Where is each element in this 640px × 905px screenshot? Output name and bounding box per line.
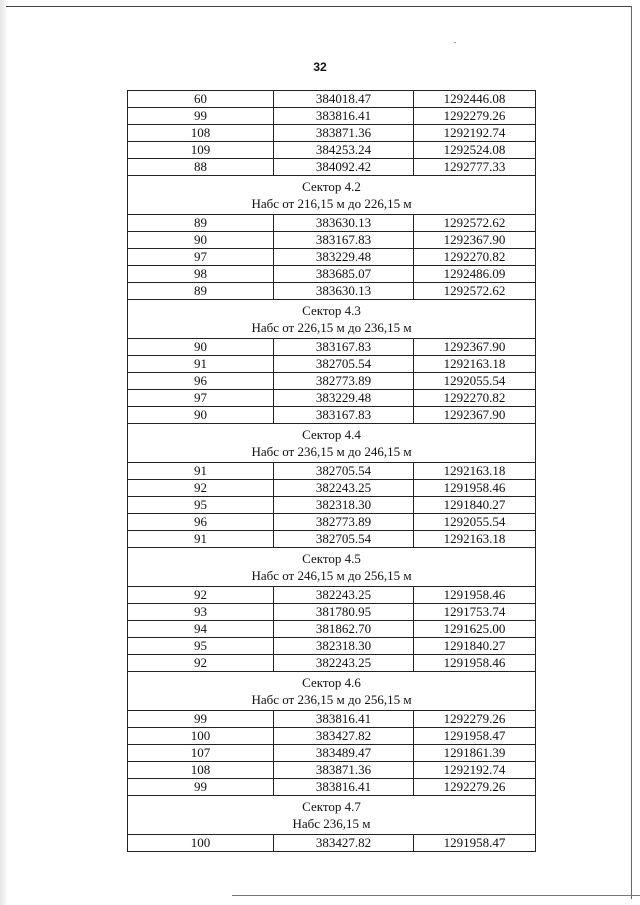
y-coordinate-cell: 1291958.47: [414, 728, 536, 745]
coordinates-table: [127, 90, 536, 852]
table-row: [128, 514, 536, 531]
x-coordinate-cell: 383489.47: [274, 745, 414, 762]
y-coordinate-cell: 1292055.54: [414, 373, 536, 390]
table-row: [128, 283, 536, 300]
y-coordinate-cell: 1292270.82: [414, 390, 536, 407]
x-coordinate-cell: 383427.82: [274, 728, 414, 745]
table-row: [128, 125, 536, 142]
table-row: [128, 711, 536, 728]
table-row: [128, 762, 536, 779]
table-row: [128, 463, 536, 480]
y-coordinate-cell: 1292055.54: [414, 514, 536, 531]
point-number-cell: 92: [128, 655, 274, 672]
point-number-cell: 60: [128, 91, 274, 108]
y-coordinate-cell: 1291753.74: [414, 604, 536, 621]
table-row: [128, 779, 536, 796]
point-number-cell: 95: [128, 638, 274, 655]
table-row: [128, 587, 536, 604]
y-coordinate-cell: 1291840.27: [414, 497, 536, 514]
x-coordinate-cell: 382243.25: [274, 480, 414, 497]
point-number-cell: 100: [128, 728, 274, 745]
y-coordinate-cell: 1291958.46: [414, 655, 536, 672]
x-coordinate-cell: 382705.54: [274, 463, 414, 480]
sector-header-cell: [128, 176, 536, 215]
sector-title: Сектор 4.5: [302, 551, 361, 566]
sector-header-cell: [128, 672, 536, 711]
x-coordinate-cell: 383685.07: [274, 266, 414, 283]
sector-header-cell: [128, 424, 536, 463]
coordinates-table-body: [128, 91, 536, 852]
x-coordinate-cell: 383871.36: [274, 125, 414, 142]
y-coordinate-cell: 1292367.90: [414, 339, 536, 356]
point-number-cell: 90: [128, 339, 274, 356]
x-coordinate-cell: 381780.95: [274, 604, 414, 621]
y-coordinate-cell: 1291625.00: [414, 621, 536, 638]
x-coordinate-cell: 382243.25: [274, 587, 414, 604]
y-coordinate-cell: 1291958.47: [414, 835, 536, 852]
table-row: [128, 339, 536, 356]
point-number-cell: 108: [128, 762, 274, 779]
sector-elevation-range: Набс от 226,15 м до 236,15 м: [251, 320, 412, 335]
point-number-cell: 108: [128, 125, 274, 142]
y-coordinate-cell: 1291840.27: [414, 638, 536, 655]
y-coordinate-cell: 1291958.46: [414, 480, 536, 497]
sector-header-cell: [128, 796, 536, 835]
x-coordinate-cell: 383167.83: [274, 232, 414, 249]
point-number-cell: 97: [128, 249, 274, 266]
sector-title: Сектор 4.3: [302, 303, 361, 318]
sector-header-row: [128, 672, 536, 711]
sector-elevation-range: Набс 236,15 м: [292, 816, 371, 831]
y-coordinate-cell: 1291958.46: [414, 587, 536, 604]
x-coordinate-cell: 383167.83: [274, 339, 414, 356]
table-row: [128, 249, 536, 266]
sector-header-row: [128, 176, 536, 215]
sector-elevation-range: Набс от 236,15 м до 256,15 м: [251, 692, 412, 707]
point-number-cell: 91: [128, 531, 274, 548]
y-coordinate-cell: 1292572.62: [414, 283, 536, 300]
table-row: [128, 497, 536, 514]
y-coordinate-cell: 1292446.08: [414, 91, 536, 108]
table-row: [128, 108, 536, 125]
table-row: [128, 91, 536, 108]
table-row: [128, 745, 536, 762]
y-coordinate-cell: 1292524.08: [414, 142, 536, 159]
point-number-cell: 93: [128, 604, 274, 621]
point-number-cell: 90: [128, 232, 274, 249]
point-number-cell: 90: [128, 407, 274, 424]
x-coordinate-cell: 382773.89: [274, 514, 414, 531]
point-number-cell: 109: [128, 142, 274, 159]
table-row: [128, 142, 536, 159]
x-coordinate-cell: 382243.25: [274, 655, 414, 672]
table-row: [128, 215, 536, 232]
point-number-cell: 94: [128, 621, 274, 638]
y-coordinate-cell: 1292367.90: [414, 232, 536, 249]
scan-speck: [454, 42, 456, 43]
point-number-cell: 99: [128, 108, 274, 125]
point-number-cell: 100: [128, 835, 274, 852]
x-coordinate-cell: 383229.48: [274, 390, 414, 407]
page-number: 32: [313, 60, 327, 74]
y-coordinate-cell: 1292279.26: [414, 779, 536, 796]
sector-title: Сектор 4.4: [302, 427, 361, 442]
y-coordinate-cell: 1292486.09: [414, 266, 536, 283]
table-row: [128, 407, 536, 424]
table-row: [128, 390, 536, 407]
point-number-cell: 97: [128, 390, 274, 407]
sector-header-row: [128, 796, 536, 835]
x-coordinate-cell: 382773.89: [274, 373, 414, 390]
point-number-cell: 98: [128, 266, 274, 283]
point-number-cell: 95: [128, 497, 274, 514]
sector-header-row: [128, 548, 536, 587]
sector-header-cell: [128, 548, 536, 587]
point-number-cell: 91: [128, 356, 274, 373]
x-coordinate-cell: 382318.30: [274, 497, 414, 514]
y-coordinate-cell: 1292270.82: [414, 249, 536, 266]
x-coordinate-cell: 381862.70: [274, 621, 414, 638]
table-row: [128, 356, 536, 373]
x-coordinate-cell: 383816.41: [274, 108, 414, 125]
x-coordinate-cell: 383816.41: [274, 779, 414, 796]
point-number-cell: 89: [128, 215, 274, 232]
y-coordinate-cell: 1292777.33: [414, 159, 536, 176]
y-coordinate-cell: 1292192.74: [414, 125, 536, 142]
point-number-cell: 92: [128, 587, 274, 604]
x-coordinate-cell: 384253.24: [274, 142, 414, 159]
point-number-cell: 96: [128, 514, 274, 531]
y-coordinate-cell: 1292367.90: [414, 407, 536, 424]
page-bottom-edge: [232, 895, 640, 896]
y-coordinate-cell: 1292572.62: [414, 215, 536, 232]
y-coordinate-cell: 1292163.18: [414, 356, 536, 373]
sector-header-cell: [128, 300, 536, 339]
table-row: [128, 835, 536, 852]
sector-title: Сектор 4.7: [302, 799, 361, 814]
sector-title: Сектор 4.2: [302, 179, 361, 194]
table-row: [128, 232, 536, 249]
sector-elevation-range: Набс от 216,15 м до 226,15 м: [251, 196, 412, 211]
sector-header-row: [128, 300, 536, 339]
table-row: [128, 480, 536, 497]
table-row: [128, 159, 536, 176]
x-coordinate-cell: 383229.48: [274, 249, 414, 266]
x-coordinate-cell: 383816.41: [274, 711, 414, 728]
table-row: [128, 638, 536, 655]
x-coordinate-cell: 383871.36: [274, 762, 414, 779]
x-coordinate-cell: 382705.54: [274, 531, 414, 548]
x-coordinate-cell: 383630.13: [274, 215, 414, 232]
x-coordinate-cell: 383630.13: [274, 283, 414, 300]
y-coordinate-cell: 1292163.18: [414, 463, 536, 480]
y-coordinate-cell: 1292163.18: [414, 531, 536, 548]
x-coordinate-cell: 384092.42: [274, 159, 414, 176]
point-number-cell: 99: [128, 711, 274, 728]
point-number-cell: 88: [128, 159, 274, 176]
point-number-cell: 89: [128, 283, 274, 300]
x-coordinate-cell: 383167.83: [274, 407, 414, 424]
point-number-cell: 99: [128, 779, 274, 796]
table-row: [128, 373, 536, 390]
x-coordinate-cell: 384018.47: [274, 91, 414, 108]
table-row: [128, 728, 536, 745]
point-number-cell: 92: [128, 480, 274, 497]
table-row: [128, 621, 536, 638]
y-coordinate-cell: 1292279.26: [414, 711, 536, 728]
sector-header-row: [128, 424, 536, 463]
table-row: [128, 531, 536, 548]
table-row: [128, 266, 536, 283]
sector-elevation-range: Набс от 246,15 м до 256,15 м: [251, 568, 412, 583]
point-number-cell: 107: [128, 745, 274, 762]
x-coordinate-cell: 382318.30: [274, 638, 414, 655]
y-coordinate-cell: 1292192.74: [414, 762, 536, 779]
sector-title: Сектор 4.6: [302, 675, 361, 690]
y-coordinate-cell: 1292279.26: [414, 108, 536, 125]
table-row: [128, 655, 536, 672]
x-coordinate-cell: 382705.54: [274, 356, 414, 373]
point-number-cell: 91: [128, 463, 274, 480]
table-row: [128, 604, 536, 621]
point-number-cell: 96: [128, 373, 274, 390]
y-coordinate-cell: 1291861.39: [414, 745, 536, 762]
sector-elevation-range: Набс от 236,15 м до 246,15 м: [251, 444, 412, 459]
x-coordinate-cell: 383427.82: [274, 835, 414, 852]
